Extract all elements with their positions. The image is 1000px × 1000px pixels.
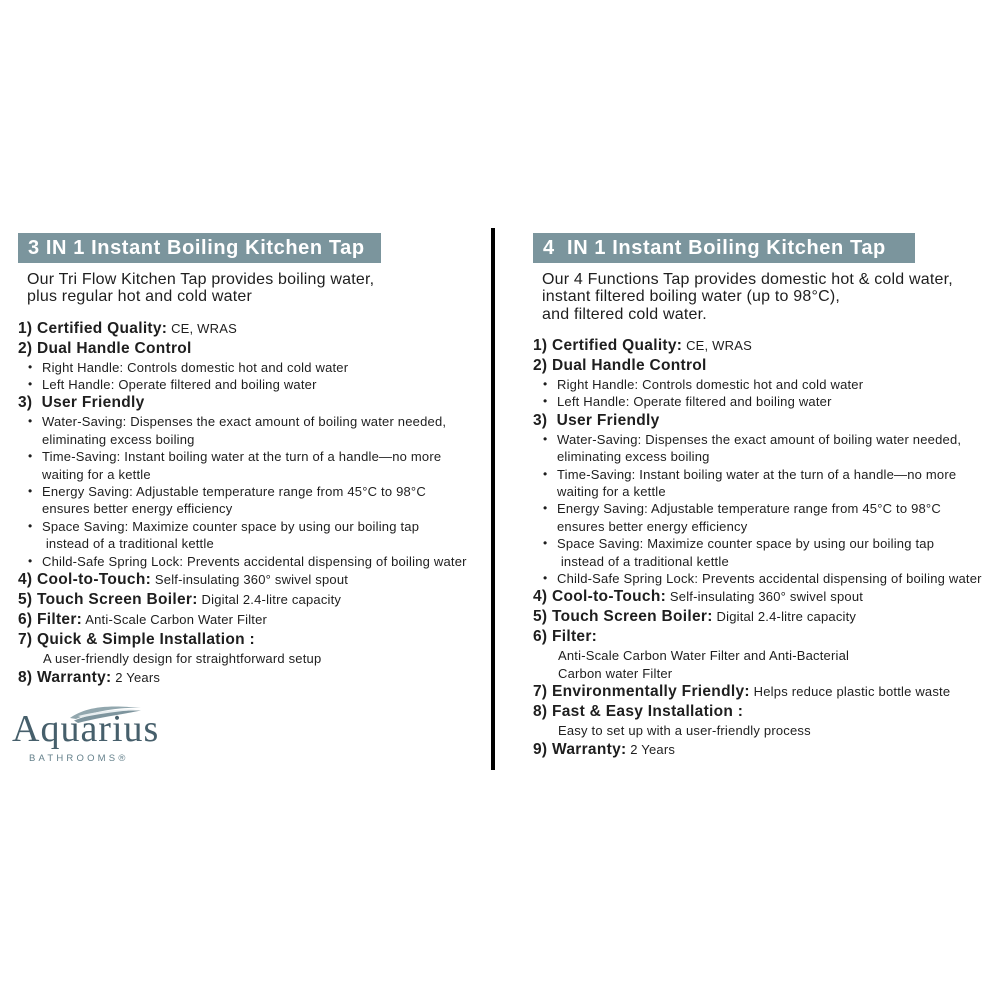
bullet-text bbox=[557, 393, 832, 410]
bullet-item bbox=[18, 518, 480, 553]
column-3-in-1 bbox=[18, 233, 480, 688]
intro-line: Our Tri Flow Kitchen Tap provides boiling water, bbox=[27, 271, 375, 288]
feature-item bbox=[533, 336, 995, 356]
bullet-line: ensures better energy efficiency bbox=[42, 501, 233, 517]
feature-value: CE, WRAS bbox=[682, 337, 752, 353]
bullet-line: Child-Safe Spring Lock: Prevents accidental dispensing of boiling water bbox=[557, 570, 982, 586]
feature-label: 4) Cool-to-Touch: bbox=[18, 571, 152, 589]
feature-value: Self-insulating 360° swivel spout bbox=[151, 572, 349, 588]
bullet-line: Energy Saving: Adjustable temperature range from 45°C to 98°C bbox=[42, 484, 426, 500]
bullet-item bbox=[533, 376, 995, 393]
bullet-line: Energy Saving: Adjustable temperature range from 45°C to 98°C bbox=[557, 501, 941, 517]
feature-item bbox=[18, 393, 480, 570]
feature-heading bbox=[18, 319, 480, 339]
bullet-text bbox=[42, 359, 348, 376]
feature-value: Anti-Scale Carbon Water Filter bbox=[82, 612, 268, 628]
bullet-icon: • bbox=[28, 553, 33, 568]
bullet-line: waiting for a kettle bbox=[42, 466, 151, 482]
feature-heading bbox=[18, 590, 480, 610]
feature-item bbox=[533, 411, 995, 588]
bullet-icon: • bbox=[543, 570, 548, 585]
feature-label: 8) Fast & Easy Installation : bbox=[533, 703, 744, 721]
bullet-item bbox=[18, 376, 480, 393]
feature-label: 7) Environmentally Friendly: bbox=[533, 683, 750, 701]
bullet-line: Space Saving: Maximize counter space by using our boiling tap bbox=[42, 518, 420, 534]
feature-heading bbox=[18, 393, 480, 413]
bullet-icon: • bbox=[543, 394, 548, 409]
bullet-text bbox=[42, 376, 317, 393]
feature-heading bbox=[18, 339, 480, 359]
feature-item bbox=[533, 356, 995, 411]
feature-heading bbox=[18, 610, 480, 630]
bullet-item bbox=[18, 483, 480, 518]
feature-label: 4) Cool-to-Touch: bbox=[533, 588, 667, 606]
intro-paragraph bbox=[27, 271, 480, 306]
bullet-line: eliminating excess boiling bbox=[42, 431, 195, 447]
feature-item bbox=[18, 630, 480, 668]
feature-label: 3) User Friendly bbox=[18, 394, 145, 412]
feature-heading bbox=[533, 740, 995, 760]
bullet-text bbox=[42, 518, 419, 553]
bullet-text bbox=[557, 376, 863, 393]
feature-subline: Anti-Scale Carbon Water Filter and Anti-Bacterial bbox=[558, 648, 850, 664]
bullet-line: Right Handle: Controls domestic hot and cold water bbox=[42, 359, 349, 375]
feature-heading bbox=[533, 682, 995, 702]
feature-heading bbox=[533, 587, 995, 607]
feature-item bbox=[18, 610, 480, 630]
bullet-item bbox=[533, 535, 995, 570]
feature-label: 5) Touch Screen Boiler: bbox=[533, 608, 713, 626]
bullet-icon: • bbox=[28, 484, 33, 499]
bullet-icon: • bbox=[543, 466, 548, 481]
feature-list bbox=[533, 336, 995, 760]
bullet-text bbox=[42, 553, 467, 570]
feature-label: 1) Certified Quality: bbox=[18, 319, 168, 337]
feature-value: Helps reduce plastic bottle waste bbox=[749, 684, 951, 700]
feature-item bbox=[533, 607, 995, 627]
feature-heading bbox=[18, 570, 480, 590]
bullet-text bbox=[42, 448, 441, 483]
bullet-item bbox=[533, 466, 995, 501]
brand-name: Aquarius bbox=[12, 708, 160, 750]
bullet-icon: • bbox=[28, 377, 33, 391]
intro-line: instant filtered boiling water (up to 98°C), bbox=[542, 288, 841, 306]
bullet-icon: • bbox=[28, 449, 33, 464]
bullet-line: Time-Saving: Instant boiling water at the turn of a handle—no more bbox=[42, 449, 442, 465]
bullet-line: eliminating excess boiling bbox=[557, 449, 710, 465]
feature-label: 6) Filter: bbox=[18, 611, 83, 629]
bullet-item bbox=[533, 570, 995, 587]
feature-value: CE, WRAS bbox=[167, 320, 237, 336]
feature-heading bbox=[533, 336, 995, 356]
bullet-icon: • bbox=[543, 501, 548, 516]
feature-heading bbox=[18, 668, 480, 688]
bullet-text bbox=[557, 570, 982, 587]
feature-label: 3) User Friendly bbox=[533, 411, 660, 429]
bullet-line: Time-Saving: Instant boiling water at the turn of a handle—no more bbox=[557, 466, 957, 482]
feature-item bbox=[533, 627, 995, 682]
feature-heading bbox=[18, 630, 480, 650]
bullet-text bbox=[557, 466, 956, 501]
bullet-text bbox=[557, 431, 961, 466]
feature-label: 1) Certified Quality: bbox=[533, 336, 683, 354]
brand-logo bbox=[12, 702, 182, 770]
feature-label: 8) Warranty: bbox=[18, 668, 112, 686]
intro-line: plus regular hot and cold water bbox=[27, 288, 252, 306]
column-divider bbox=[491, 228, 495, 770]
column-4-in-1 bbox=[533, 233, 995, 760]
bullet-text bbox=[42, 413, 446, 448]
intro-line: and filtered cold water. bbox=[542, 305, 707, 323]
bullet-item bbox=[18, 413, 480, 448]
bullet-icon: • bbox=[543, 376, 548, 391]
feature-subline: Carbon water Filter bbox=[558, 665, 673, 681]
feature-label: 9) Warranty: bbox=[533, 740, 627, 758]
feature-label: 2) Dual Handle Control bbox=[18, 339, 192, 357]
feature-item bbox=[533, 587, 995, 607]
feature-item bbox=[533, 740, 995, 760]
bullet-item bbox=[533, 500, 995, 535]
feature-subline: A user-friendly design for straightforward setup bbox=[43, 651, 322, 667]
bullet-icon: • bbox=[28, 359, 33, 374]
feature-item bbox=[533, 702, 995, 740]
bullet-text bbox=[557, 535, 934, 570]
feature-value: Digital 2.4-litre capacity bbox=[712, 609, 857, 625]
bullet-item bbox=[18, 448, 480, 483]
bullet-line: waiting for a kettle bbox=[557, 483, 666, 499]
bullet-line: instead of a traditional kettle bbox=[42, 536, 214, 552]
feature-label: 5) Touch Screen Boiler: bbox=[18, 591, 198, 609]
feature-list bbox=[18, 319, 480, 688]
feature-item bbox=[18, 668, 480, 688]
feature-heading bbox=[533, 411, 995, 431]
feature-heading bbox=[533, 627, 995, 647]
bullet-line: ensures better energy efficiency bbox=[557, 518, 748, 534]
bullet-line: Left Handle: Operate filtered and boiling water bbox=[557, 394, 832, 410]
intro-line: Our 4 Functions Tap provides domestic hot & cold water, bbox=[542, 271, 953, 288]
bullet-icon: • bbox=[28, 518, 33, 533]
feature-item bbox=[18, 570, 480, 590]
column-title-4-in-1: 4 IN 1 Instant Boiling Kitchen Tap bbox=[533, 233, 915, 263]
feature-value: Digital 2.4-litre capacity bbox=[197, 592, 342, 608]
bullet-item bbox=[533, 431, 995, 466]
feature-item bbox=[18, 319, 480, 339]
bullet-text bbox=[42, 483, 426, 518]
brand-tagline: BATHROOMS® bbox=[29, 753, 129, 764]
feature-item bbox=[18, 590, 480, 610]
bullet-line: Space Saving: Maximize counter space by using our boiling tap bbox=[557, 536, 935, 552]
column-title-3-in-1: 3 IN 1 Instant Boiling Kitchen Tap bbox=[18, 233, 381, 263]
bullet-line: Right Handle: Controls domestic hot and cold water bbox=[557, 376, 864, 392]
feature-value: 2 Years bbox=[111, 669, 161, 685]
feature-subline: Easy to set up with a user-friendly process bbox=[558, 723, 811, 739]
feature-item bbox=[533, 682, 995, 702]
feature-value: Self-insulating 360° swivel spout bbox=[666, 589, 864, 605]
feature-label: 2) Dual Handle Control bbox=[533, 356, 707, 374]
intro-paragraph bbox=[542, 271, 995, 323]
bullet-icon: • bbox=[543, 431, 548, 446]
bullet-line: Child-Safe Spring Lock: Prevents accidental dispensing of boiling water bbox=[42, 553, 467, 569]
feature-heading bbox=[533, 356, 995, 376]
bullet-line: Left Handle: Operate filtered and boiling water bbox=[42, 377, 317, 392]
bullet-line: Water-Saving: Dispenses the exact amount of boiling water needed, bbox=[557, 431, 962, 447]
bullet-line: instead of a traditional kettle bbox=[557, 553, 729, 569]
bullet-text bbox=[557, 500, 941, 535]
feature-item bbox=[18, 339, 480, 394]
bullet-item bbox=[18, 553, 480, 570]
feature-label: 6) Filter: bbox=[533, 628, 598, 646]
feature-label: 7) Quick & Simple Installation : bbox=[18, 631, 255, 649]
feature-heading bbox=[533, 607, 995, 627]
feature-heading bbox=[533, 702, 995, 722]
feature-value: 2 Years bbox=[626, 741, 676, 757]
bullet-item bbox=[533, 393, 995, 410]
bullet-item bbox=[18, 359, 480, 376]
bullet-icon: • bbox=[543, 536, 548, 551]
bullet-line: Water-Saving: Dispenses the exact amount of boiling water needed, bbox=[42, 414, 447, 430]
bullet-icon: • bbox=[28, 414, 33, 429]
